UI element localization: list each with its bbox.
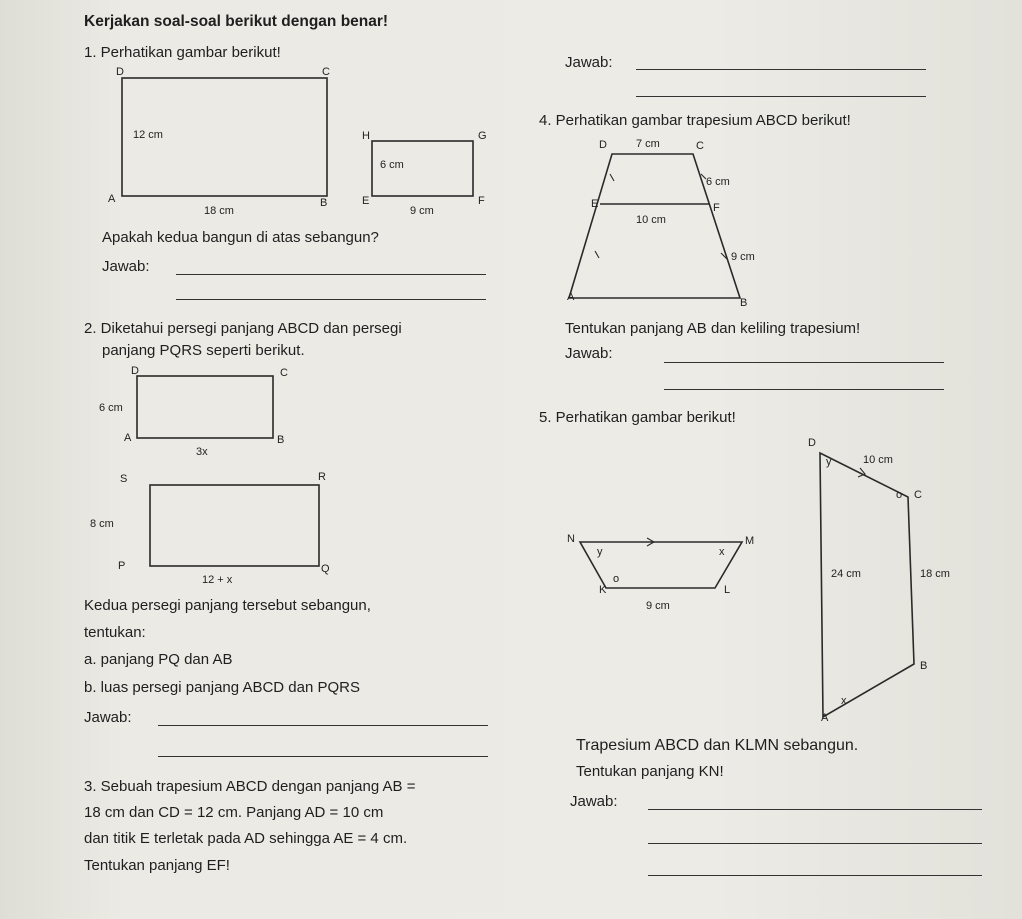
q5-small-label-m: M xyxy=(745,535,755,547)
q5-small-label-l: L xyxy=(724,584,731,596)
q1-rect2-label-g: G xyxy=(478,130,487,142)
q3-line2: 18 cm dan CD = 12 cm. Panjang AD = 10 cm xyxy=(84,804,384,821)
q2-rect1-label-a: A xyxy=(124,432,132,444)
q2-answer-line-1[interactable] xyxy=(158,725,488,726)
q1-rect2-label-h: H xyxy=(362,130,370,142)
q5-answer-line-3[interactable] xyxy=(648,875,982,876)
q1-rect1-side: 12 cm xyxy=(133,129,163,141)
q4-mid-length: 10 cm xyxy=(636,214,666,226)
q1-rect1-label-a: A xyxy=(108,193,116,205)
q5-large-label-a: A xyxy=(821,712,829,724)
q5-large-label-b: B xyxy=(920,660,928,672)
q2-text1: Kedua persegi panjang tersebut sebangun, xyxy=(84,597,371,614)
q4-answer-line-2[interactable] xyxy=(664,389,944,390)
q5-text1: Trapesium ABCD dan KLMN sebangun. xyxy=(576,737,859,754)
q1-rect2-side: 6 cm xyxy=(380,159,404,171)
q2-item-a: a. panjang PQ dan AB xyxy=(84,651,233,668)
q1-rect2-label-e: E xyxy=(362,195,370,207)
q5-large-right-length: 18 cm xyxy=(920,568,950,580)
q4-upper-right-length: 6 cm xyxy=(706,176,730,188)
q2-rect1-base: 3x xyxy=(196,446,208,458)
q4-label-b: B xyxy=(740,297,748,309)
right-top-answer-line-1[interactable] xyxy=(636,69,926,70)
q2-rect1-side: 6 cm xyxy=(99,402,123,414)
q2-rect2-base: 12 + x xyxy=(202,574,233,586)
q5-small-angle-y: y xyxy=(597,546,603,558)
q2-rect2-side: 8 cm xyxy=(90,518,114,530)
q5-small-base: 9 cm xyxy=(646,600,670,612)
q2-answer-label: Jawab: xyxy=(84,709,132,726)
q2-text2: tentukan: xyxy=(84,624,146,641)
q1-prompt: 1. Perhatikan gambar berikut! xyxy=(84,44,281,61)
q5-small-angle-x: x xyxy=(719,546,725,558)
q3-line4: Tentukan panjang EF! xyxy=(84,857,230,874)
q2-prompt-line1: 2. Diketahui persegi panjang ABCD dan persegi xyxy=(84,320,402,337)
q5-large-trapezoid xyxy=(0,0,1,1)
q4-label-d: D xyxy=(599,139,607,151)
q5-prompt: 5. Perhatikan gambar berikut! xyxy=(539,409,736,426)
q1-answer-line-2[interactable] xyxy=(176,299,486,300)
q1-question: Apakah kedua bangun di atas sebangun? xyxy=(102,229,379,246)
q5-large-label-c: C xyxy=(914,489,922,501)
q4-question: Tentukan panjang AB dan keliling trapesium! xyxy=(565,320,861,337)
q5-large-top-length: 10 cm xyxy=(863,454,893,466)
right-top-answer-label: Jawab: xyxy=(565,54,613,71)
q5-small-angle-o: o xyxy=(613,573,620,585)
q5-answer-line-1[interactable] xyxy=(648,809,982,810)
q2-rect1-label-b: B xyxy=(277,434,285,446)
q4-lower-right-length: 9 cm xyxy=(731,251,755,263)
q4-label-e: E xyxy=(591,198,599,210)
q5-large-angle-x: x xyxy=(841,695,847,707)
q4-top-length: 7 cm xyxy=(636,138,660,150)
q2-answer-line-2[interactable] xyxy=(158,756,488,757)
worksheet-title: Kerjakan soal-soal berikut dengan benar! xyxy=(84,13,389,30)
q1-rect1-label-d: D xyxy=(116,66,124,78)
q3-line1: 3. Sebuah trapesium ABCD dengan panjang AB = xyxy=(84,778,416,795)
q5-large-angle-y: y xyxy=(826,456,832,468)
q4-label-f: F xyxy=(713,202,720,214)
q2-rect1-label-d: D xyxy=(131,365,139,377)
q1-rect1-label-c: C xyxy=(322,66,330,78)
q4-prompt: 4. Perhatikan gambar trapesium ABCD berikut! xyxy=(539,112,851,129)
q5-answer-line-2[interactable] xyxy=(648,843,982,844)
q2-rect2-label-p: P xyxy=(118,560,126,572)
q1-rect1-label-b: B xyxy=(320,197,328,209)
q4-answer-label: Jawab: xyxy=(565,345,613,362)
q5-answer-label: Jawab: xyxy=(570,793,618,810)
right-top-answer-line-2[interactable] xyxy=(636,96,926,97)
q2-prompt-line2: panjang PQRS seperti berikut. xyxy=(102,342,305,359)
q5-text2: Tentukan panjang KN! xyxy=(576,763,724,780)
q5-large-angle-o: o xyxy=(896,489,903,501)
q1-rect2-base: 9 cm xyxy=(410,205,434,217)
q4-label-a: A xyxy=(567,291,575,303)
q3-line3: dan titik E terletak pada AD sehingga AE = 4 cm. xyxy=(84,830,408,847)
q5-large-label-d: D xyxy=(808,437,816,449)
q4-answer-line-1[interactable] xyxy=(664,362,944,363)
q2-rect2-label-r: R xyxy=(318,471,326,483)
q1-answer-label: Jawab: xyxy=(102,258,150,275)
q1-rect1-base: 18 cm xyxy=(204,205,234,217)
q5-large-left-length: 24 cm xyxy=(831,568,861,580)
q5-small-label-n: N xyxy=(567,533,575,545)
q2-rect2-label-q: Q xyxy=(321,563,330,575)
q5-small-label-k: K xyxy=(599,584,607,596)
q2-rect1-label-c: C xyxy=(280,367,288,379)
q4-label-c: C xyxy=(696,140,704,152)
q1-rect2-label-f: F xyxy=(478,195,485,207)
q2-item-b: b. luas persegi panjang ABCD dan PQRS xyxy=(84,679,360,696)
q1-answer-line-1[interactable] xyxy=(176,274,486,275)
q2-rect2-label-s: S xyxy=(120,473,128,485)
